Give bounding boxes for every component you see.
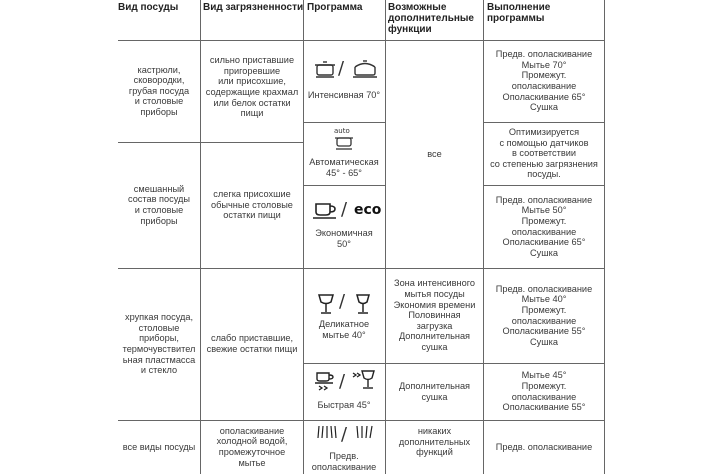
eco-badge: eco [354,202,382,218]
program-label-auto: Автоматическая 45° - 65° [309,157,379,178]
header-dish-type: Вид посуды [118,2,179,13]
wine-glass-icon [316,293,336,315]
soil-delicate: слабо приставшие, свежие остатки пищи [206,333,298,354]
program-separator: / [339,371,346,392]
glass-quick-icon [352,369,376,391]
program-label-eco: Экономичная 50° [315,228,373,249]
steps-quick: Мытье 45° Промежут. ополаскивание Ополаскивание 55° [502,370,586,413]
header-execution: Выполнение программы [487,2,551,24]
spray-alt-icon [354,424,376,442]
options-quick: Дополнительная сушка [398,380,471,402]
cup-saucer-icon [312,201,338,221]
pot-icon [314,60,336,78]
header-options: Возможные дополнительные функции [388,2,474,35]
steps-auto: Оптимизируется с помощью датчиков в соответствии со степенью загрязнения посуды. [490,127,598,180]
header-soil-type: Вид загрязненности [203,2,304,13]
steps-delicate: Предв. ополаскивание Мытье 40° Промежут. ополаскивание Ополаскивание 55° Сушка [495,283,593,347]
grid-line [604,0,605,474]
dishes-delicate: хрупкая посуда, столовые приборы, термочувствител ьная пластмасса и стекло [122,312,196,376]
glass-icon [354,293,372,315]
pan-icon [352,58,378,78]
program-separator: / [339,291,346,312]
program-separator: / [338,58,345,79]
options-prerinse: никаких дополнительных функций [398,426,471,458]
options-all: все [427,148,442,159]
auto-badge: auto [334,127,350,135]
program-separator: / [341,424,348,445]
program-label-intensive: Интенсивная 70° [307,90,381,100]
dishes-intensive: кастрюли, сковородки, грубая посуда и столовые приборы [128,64,190,117]
cup-quick-icon [314,371,336,391]
header-program: Программа [307,2,363,13]
steps-prerinse: Предв. ополаскивание [495,441,593,452]
soil-prerinse: ополаскивание холодной водой, промежуточное мытье [216,425,288,468]
program-separator: / [341,199,348,220]
options-delicate: Зона интенсивного мытья посуды Экономия времени Половинная загрузка Дополнительная сушка [393,278,476,352]
soil-eco: слегка присохшие обычные столовые остатки пищи [211,189,293,221]
steps-eco: Предв. ополаскивание Мытье 50° Промежут. ополаскивание Ополаскивание 65° Сушка [495,194,593,258]
grid-line [303,122,385,123]
steps-intensive: Предв. ополаскивание Мытье 70° Промежут. ополаскивание Ополаскивание 65° Сушка [495,49,593,113]
auto-pot-icon [335,135,353,151]
program-label-prerinse: Предв. ополаскивание [311,451,377,472]
grid-line [303,185,385,186]
dishes-prerinse: все виды посуды [122,441,196,452]
program-label-delicate: Деликатное мытье 40° [318,319,370,340]
spray-icon [316,424,338,442]
soil-intensive: сильно приставшие пригоревшие или присохшие, содержащие крахмал или белок остатки пищи [205,55,299,119]
program-label-quick: Быстрая 45° [317,400,371,410]
dishes-eco: смешанный состав посуды и столовые приборы [128,183,190,226]
